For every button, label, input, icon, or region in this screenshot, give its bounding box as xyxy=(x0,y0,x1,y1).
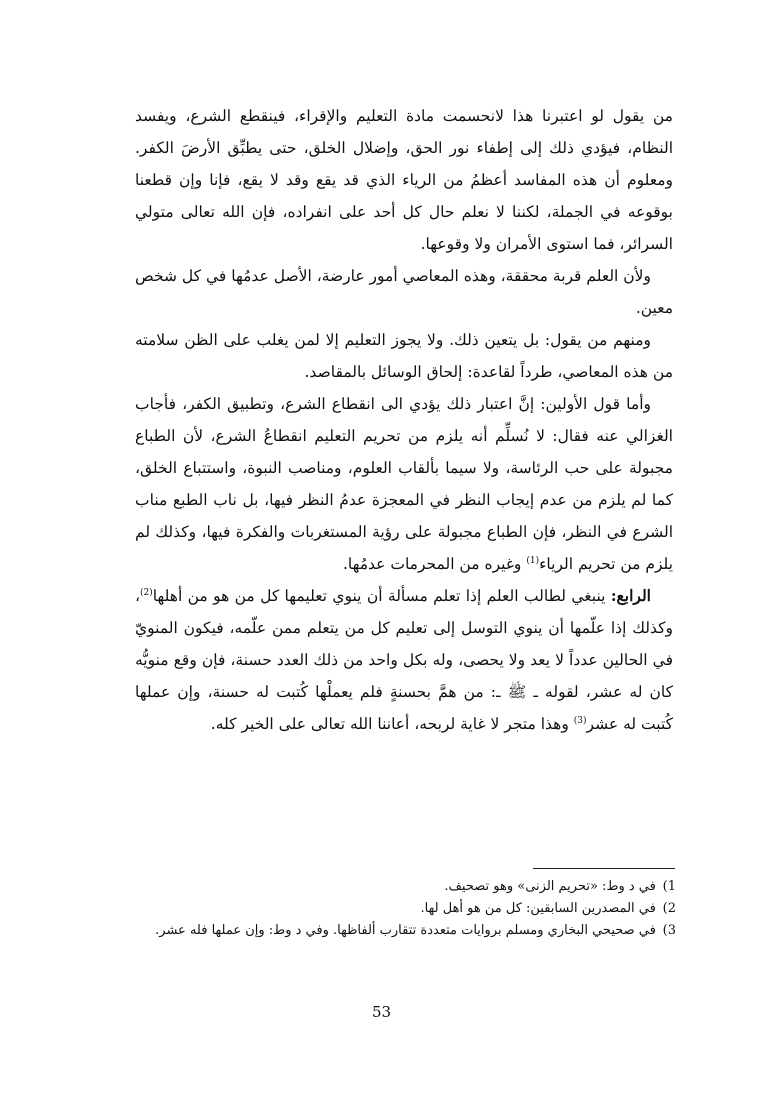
section-lead: الرابع: xyxy=(610,586,651,605)
paragraph-text: من يقول لو اعتبرنا هذا لانحسمت مادة التعليم والإقراء، فينقطع الشرع، ويفسد النظام، فيؤدي ذلك إلى إطفاء نور الحق، وإضلال الخلق، حتى يطبِّق الأرضَ الكفر. ومعلوم أن هذه المفاسد أعظمُ من الرياء الذي قد يقع وقد لا يقع، فإنا وإن قطعنا بوقوعه في الجملة، لكننا لا نعلم حال كل أحد على انفراده، فإن الله تعالى متولي السرائر، فما استوى الأمران ولا وقوعها. xyxy=(135,107,673,253)
paragraph xyxy=(135,260,673,324)
footnote-number: 3) xyxy=(662,923,676,938)
footnote-ref[interactable]: (3) xyxy=(573,715,587,726)
footnote-text: في د وط: «تحريم الزنى» وهو تصحيف. xyxy=(444,879,656,894)
footnote-text: في صحيحي البخاري ومسلم بروايات متعددة تتقارب ألفاظها. وفي د وط: وإن عملها فله عشر. xyxy=(155,923,656,938)
footnotes xyxy=(135,876,676,942)
page-number: 53 xyxy=(371,1003,392,1021)
paragraph xyxy=(135,100,673,260)
footnote-item xyxy=(135,876,676,898)
paragraph xyxy=(135,388,673,580)
footnote-item xyxy=(135,898,676,920)
footnote-divider xyxy=(533,868,675,869)
footnote-item xyxy=(135,920,676,942)
paragraph-text: وأما قول الأولين: إنَّ اعتبار ذلك يؤدي الى انقطاع الشرع، وتطبيق الكفر، فأجاب الغزالي عنه فقال: لا نُسلِّم أنه يلزم من تحريم التعليم انقطاعُ الشرع، لأن الطباع مجبولة على حب الرئاسة، ولا سيما بألقاب العلوم، ومناصب النبوة، واستتباع الخلق، كما لم يلزم من عدم إيجاب النظر في المعجزة عدمُ النظر فيها، بل ناب الطبع مناب الشرع في النظر، فإن الطباع مجبولة على رؤية المستغربات والفكرة فيها، وكذلك لم يلزم من تحريم الرياء xyxy=(135,395,673,573)
footnote-ref[interactable]: (2) xyxy=(140,587,153,598)
footnote-number: 2) xyxy=(662,901,676,916)
paragraph-text-tail: وهذا متجر لا غاية لربحه، أعاننا الله تعالى على الخير كله. xyxy=(210,715,574,733)
paragraph xyxy=(135,324,673,388)
footnote-ref[interactable]: (1) xyxy=(526,555,540,566)
footnote-number: 1) xyxy=(662,879,676,894)
paragraph-text: ولأن العلم قربة محققة، وهذه المعاصي أمور عارضة، الأصل عدمُها في كل شخص معين. xyxy=(135,267,673,317)
paragraph-text-tail: ، وكذلك إذا علّمها أن ينوي التوسل إلى تعليم كل من يتعلم ممن علّمه، فيكون المنويّ في الحالين عدداً لا يعد ولا يحصى، وله بكل واحد من ذلك العدد حسنة، فإن وقع منويُّه كان له عشر، لقوله ـ ﷺ ـ: من همَّ بحسنةٍ فلم يعملْها كُتبت له حسنة، وإن عملها كُتبت له عشر xyxy=(135,587,673,733)
footnote-text: في المصدرين السابقين: كل من هو أهل لها. xyxy=(420,901,656,916)
main-text xyxy=(135,100,673,740)
paragraph-text: ومنهم من يقول: بل يتعين ذلك. ولا يجوز التعليم إلا لمن يغلب على الظن سلامته من هذه المعاصي، طرداً لقاعدة: إلحاق الوسائل بالمقاصد. xyxy=(135,331,673,381)
paragraph xyxy=(135,580,673,740)
paragraph-text: ينبغي لطالب العلم إذا تعلم مسألة أن ينوي تعليمها كل من هو من أهلها xyxy=(152,587,611,605)
paragraph-text-tail: وغيره من المحرمات عدمُها. xyxy=(342,555,527,573)
